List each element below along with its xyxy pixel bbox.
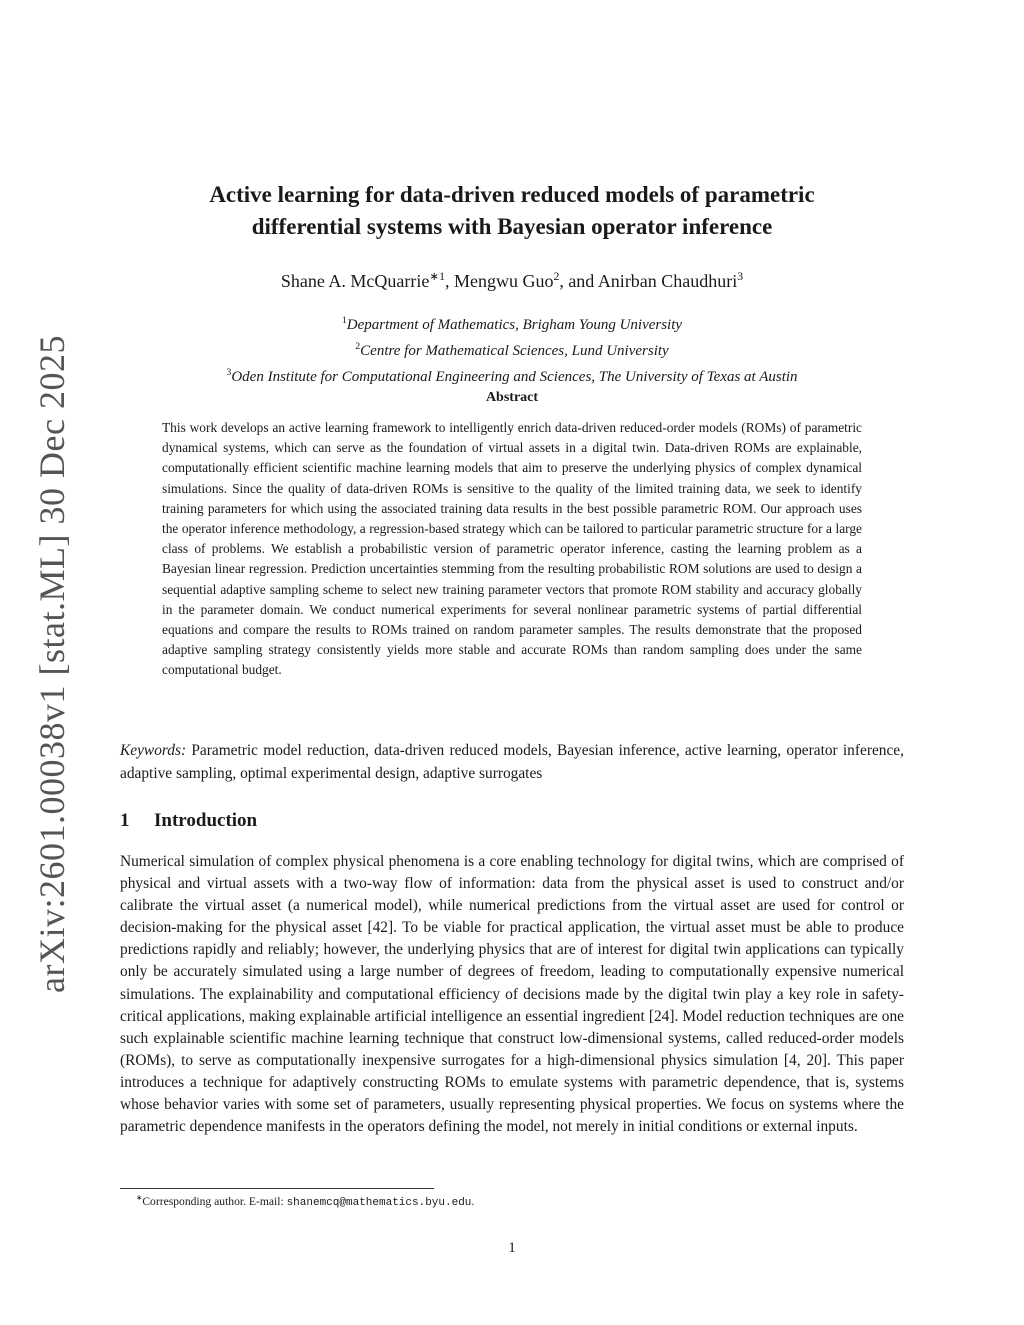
author-mark: ∗1 [429,270,445,283]
affiliation-text: Oden Institute for Computational Engineering and Sciences, The University of Texas at Austin [231,369,798,385]
abstract-text: This work develops an active learning framework to intelligently enrich data-driven reduced-order models (ROMs) of parametric dynamical systems, which can serve as the foundation of virtual assets in a digital twin. Data-driven ROMs are explainable, computationally efficient scientific machine learning models that aim to preserve the underlying physics of complex dynamical simulations. Since the quality of data-driven ROMs is sensitive to the quality of the limited training data, we seek to identify training parameters for which using the associated training data results in the best possible parametric ROM. Our approach uses the operator inference methodology, a regression-based strategy which can be tailored to particular parametric structure for a large class of problems. We establish a probabilistic version of parametric operator inference, casting the learning problem as a Bayesian linear regression. Prediction uncertainties stemming from the resulting probabilistic ROM solutions are used to design a sequential adaptive sampling scheme to select new training parameter vectors that promote ROM stability and accuracy globally in the parameter domain. We conduct numerical experiments for several nonlinear parametric systems of partial differential equations and compare the results to ROMs trained on random parameter samples. The results demonstrate that the proposed adaptive sampling strategy consistently yields more stable and accurate ROMs than random sampling does under the same computational budget. [162,420,862,678]
affiliation-mark: 3 [226,367,232,378]
keywords-block [120,739,904,785]
abstract-heading: Abstract [485,390,539,405]
author-name: Shane A. McQuarrie [280,271,430,291]
affiliation-3 [120,362,904,388]
affiliation-2 [120,336,904,362]
author-separator: , and [559,271,598,291]
keywords-label: Keywords: [120,742,187,759]
title-line-1: Active learning for data-driven reduced models of parametric [209,182,815,207]
author-list [120,269,904,292]
footnote-end: . [471,1194,475,1208]
footnote-mark: ∗ [136,1193,143,1202]
footnote-text: Corresponding author. E-mail: [142,1194,287,1208]
affiliation-text: Department of Mathematics, Brigham Young University [346,317,683,333]
affiliation-mark: 1 [341,315,347,326]
keywords-text: Parametric model reduction, data-driven reduced models, Bayesian inference, active learning, operator inference, adaptive sampling, optimal experimental design, adaptive surrogates [120,742,904,782]
section-heading [120,810,257,832]
author-mark: 2 [553,270,560,283]
section-number: 1 [120,810,130,831]
section-title: Introduction [154,810,258,831]
footnote-email: shanemcq@mathematics.byu.edu [286,1196,472,1209]
author-separator: , [444,271,454,291]
author-name: Mengwu Guo [453,271,554,291]
author-name: Anirban Chaudhuri [597,271,738,291]
affiliation-mark: 2 [355,341,361,352]
footnote [136,1193,474,1209]
affiliation-list [120,310,904,388]
affiliation-1 [120,310,904,336]
title-line-2: differential systems with Bayesian operator inference [251,214,773,239]
paper-title [120,179,904,243]
arxiv-identifier-stamp: arXiv:2601.00038v1 [stat.ML] 30 Dec 2025 [32,335,72,993]
affiliation-text: Centre for Mathematical Sciences, Lund University [360,343,669,359]
author-mark: 3 [737,270,744,283]
introduction-paragraph: Numerical simulation of complex physical phenomena is a core enabling technology for digital twins, which are comprised of physical and virtual assets with a two-way flow of information: data from the physical asset is used to construct and/or calibrate the virtual asset (a numerical model), while numerical predictions from the virtual asset are used for control or decision-making for the physical asset [42]. To be viable for practical application, the virtual asset must be able to produce predictions rapidly and reliably; however, the underlying physics that are of interest for digital twin applications can typically only be accurately simulated using a large number of degrees of freedom, leading to computationally expensive numerical simulations. The explainability and computational efficiency of decisions made by the digital twin play a key role in safety-critical applications, making explainable artificial intelligence an essential ingredient [24]. Model reduction techniques are one such explainable scientific machine learning technique that construct low-dimensional systems, called reduced-order models (ROMs), to serve as computationally inexpensive surrogates for a high-dimensional physics simulation [4, 20]. This paper introduces a technique for adaptively constructing ROMs to emulate systems with parametric dependence, that is, systems whose behavior varies with some set of parameters, usually representing physical properties. We focus on systems where the parametric dependence manifests in the operators defining the model, not merely in initial conditions or external inputs. [120,853,904,1136]
page-number: 1 [508,1240,516,1256]
footnote-divider [120,1188,434,1189]
